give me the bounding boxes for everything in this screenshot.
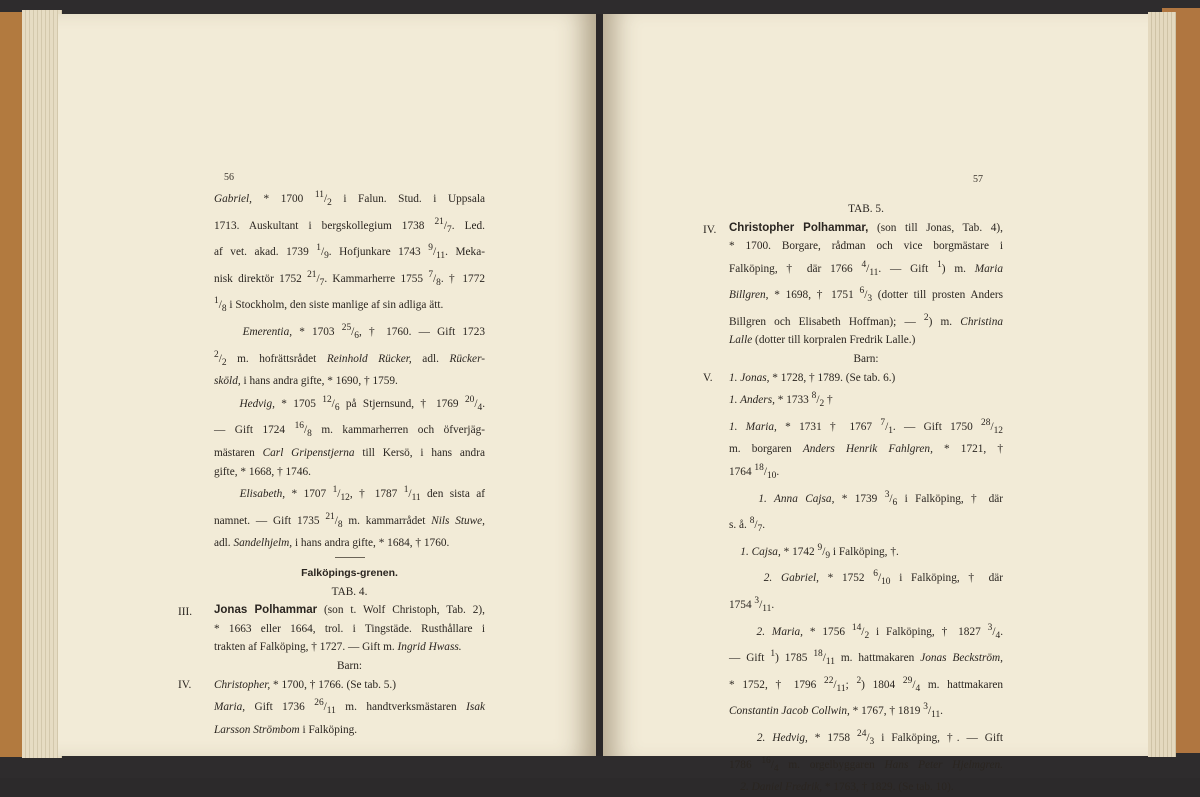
- text-line: m. borgaren Anders Henrik Fahlgren, * 1721, †: [729, 443, 1003, 456]
- text-line: Christopher Polhammar, (son till Jonas, Tab. 4),: [729, 221, 1004, 234]
- entry-number: IV.: [178, 678, 192, 691]
- text-line: Constantin Jacob Collwin, * 1767, † 1819 $^3/_{11}$.: [729, 702, 943, 721]
- text-line: Larsson Strömbom i Falköping.: [214, 723, 358, 736]
- entry-number: V.: [703, 371, 713, 384]
- page-stack-left: [22, 10, 62, 758]
- text-line: * 1700. Borgare, rådman och vice borgmästare i: [729, 240, 1003, 253]
- text-line: 1. Cajsa, * 1742 $^9/_9$ i Falköping, †.: [740, 542, 899, 561]
- text-line: — Gift $^1$) 1785 $^{18}/_{11}$ m. hattmakaren Jonas Beckström,: [729, 649, 1003, 668]
- text-line: 1713. Auskultant i bergskollegium 1738 $^{21}/_7$. Led.: [214, 216, 485, 235]
- text-line: 1754 $^3/_{11}$.: [729, 596, 775, 615]
- page-stack-right: [1148, 12, 1176, 757]
- text-line: trakten af Falköping, † 1727. — Gift m. Ingrid Hwass.: [214, 641, 462, 654]
- entry-number: IV.: [703, 223, 717, 236]
- text-line: 1786 $^{16}/_4$ m. orgelbyggaren Hans Peter Hjelmgren.: [729, 755, 1004, 774]
- text-line: adl. Sandelhjelm, i hans andra gifte, * 1684, † 1760.: [214, 537, 450, 550]
- page-number-left: 56: [224, 172, 234, 183]
- text-line: Hedvig, * 1705 $^{12}/_6$ på Stjernsund, † 1769 $^{20}/_4$.: [239, 394, 486, 413]
- tab-heading: TAB. 5.: [848, 203, 884, 215]
- gabriel-siblings-block: [214, 186, 485, 553]
- text-line: Christopher, * 1700, † 1766. (Se tab. 5.): [214, 678, 397, 691]
- text-line: gifte, * 1668, † 1746.: [214, 465, 311, 478]
- text-line: af vet. akad. 1739 $^1/_9$. Hofjunkare 1743 $^9/_{11}$. Meka-: [214, 243, 485, 262]
- text-line: 2. Daniel Fredrik, * 1763, † 1829. (Se tab. 10).: [740, 781, 954, 794]
- text-line: Emerentia, * 1703 $^{25}/_6$, † 1760. — Gift 1723: [242, 323, 486, 342]
- right-page-text: [703, 200, 1004, 797]
- children-block: [729, 369, 1003, 797]
- tab-heading: TAB. 4.: [331, 585, 368, 598]
- section-heading: Falköpings-grenen.: [301, 567, 398, 580]
- text-line: nisk direktör 1752 $^{21}/_7$. Kammarherre 1755 $^7/_8$. † 1772: [214, 269, 485, 288]
- text-line: Billgren och Elisabeth Hoffman); — $^2$) m. Christina: [729, 313, 1003, 328]
- text-line: Maria, Gift 1736 $^{26}/_{11}$ m. handtverksmästaren Isak: [214, 698, 485, 717]
- text-line: Lalle (dotter till korpralen Fredrik Lalle.): [729, 334, 916, 347]
- page-number-right: 57: [973, 174, 983, 185]
- text-line: * 1663 eller 1664, trol. i Tingstäde. Rusthållare i: [214, 622, 485, 635]
- text-line: 2. Gabriel, * 1752 $^6/_{10}$ i Falköping, † där: [763, 569, 1004, 588]
- christopher-entry-block: [729, 219, 1003, 350]
- text-line: sköld, i hans andra gifte, * 1690, † 1759.: [214, 375, 398, 388]
- text-line: 1. Anders, * 1733 $^8/_2$ †: [729, 391, 833, 410]
- text-line: s. å. $^8/_7$.: [729, 516, 766, 535]
- entry-number: III.: [178, 606, 193, 619]
- text-line: mästaren Carl Gripenstjerna till Kersö, i hans andra: [214, 447, 485, 460]
- children-block: [214, 676, 485, 740]
- barn-label: Barn:: [853, 352, 879, 365]
- text-line: Elisabeth, * 1707 $^1/_{12}$, † 1787 $^1/_{11}$ den sista af: [239, 485, 486, 504]
- text-line: — Gift 1724 $^{16}/_8$ m. kammarherren och öfverjäg-: [214, 421, 485, 440]
- text-line: 2. Maria, * 1756 $^{14}/_2$ i Falköping, † 1827 $^3/_4$.: [756, 622, 1004, 641]
- text-line: Gabriel, * 1700 $^{11}/_2$ i Falun. Stud. i Uppsala: [214, 190, 485, 209]
- jonas-entry-block: [214, 601, 485, 657]
- left-page: [58, 14, 598, 756]
- text-line: Billgren, * 1698, † 1751 $^6/_3$ (dotter till prosten Anders: [729, 286, 1003, 305]
- text-line: 2. Hedvig, * 1758 $^{24}/_3$ i Falköping, †. — Gift: [756, 729, 1004, 748]
- text-line: Jonas Polhammar (son t. Wolf Christoph, Tab. 2),: [214, 604, 485, 617]
- text-line: $^2/_2$ m. hofrättsrådet Reinhold Rücker, adl. Rücker-: [214, 349, 486, 368]
- text-line: 1. Anna Cajsa, * 1739 $^3/_6$ i Falköping, † där: [758, 489, 1003, 508]
- text-line: 1. Maria, * 1731 † 1767 $^7/_1$. — Gift 1750 $^{28}/_{12}$: [729, 417, 1003, 436]
- text-line: $^1/_8$ i Stockholm, den siste manlige af sin adliga ätt.: [214, 296, 444, 315]
- text-line: namnet. — Gift 1735 $^{21}/_8$ m. kammarrådet Nils Stuwe,: [214, 511, 485, 530]
- section-rule: [335, 557, 365, 558]
- barn-label: Barn:: [336, 660, 363, 673]
- right-page: [603, 14, 1148, 794]
- text-line: Falköping, † där 1766 $^4/_{11}$. — Gift $^1$) m. Maria: [729, 259, 1003, 278]
- text-line: * 1752, † 1796 $^{22}/_{11}$; $^2$) 1804 $^{29}/_4$ m. hattmakaren: [729, 675, 1003, 694]
- left-page-text: [178, 186, 486, 739]
- text-line: 1764 $^{18}/_{10}$.: [729, 462, 780, 481]
- text-line: 1. Jonas, * 1728, † 1789. (Se tab. 6.): [729, 371, 896, 384]
